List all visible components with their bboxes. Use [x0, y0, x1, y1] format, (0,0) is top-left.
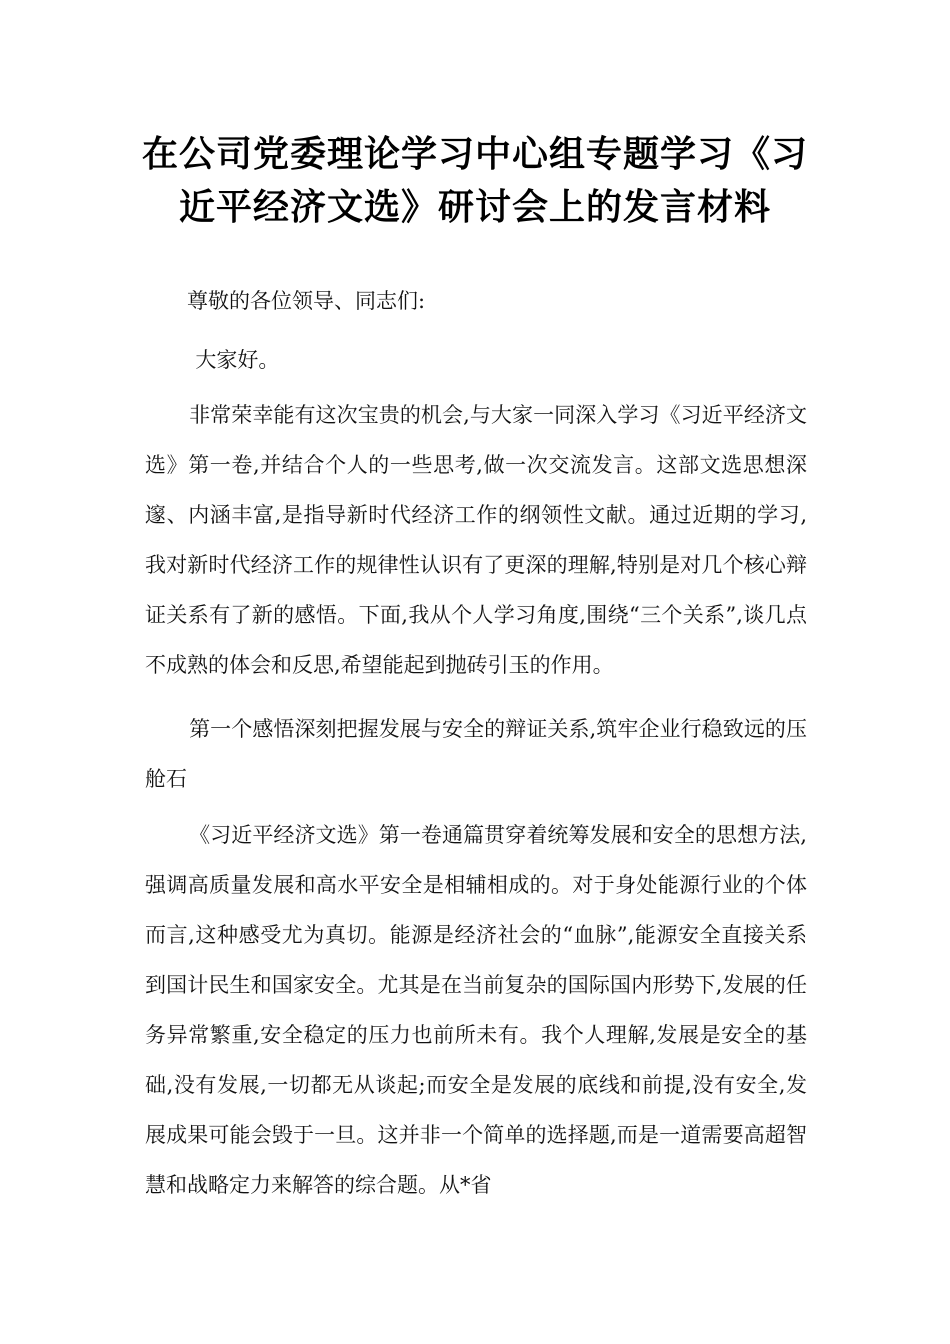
- section-1-paragraph: 《习近平经济文选》第一卷通篇贯穿着统筹发展和安全的思想方法,强调高质量发展和高水平安全是相辅相成的。对于身处能源行业的个体而言,这种感受尤为真切。能源是经济社会的“血脉”,能源安全直接关系到国计民生和国家安全。尤其是在当前复杂的国际国内形势下,发展的任务异常繁重,安全稳定的压力也前所未有。我个人理解,发展是安全的基础,没有发展,一切都无从谈起;而安全是发展的底线和前提,没有安全,发展成果可能会毁于一旦。这并非一个简单的选择题,而是一道需要高超智慧和战略定力来解答的综合题。从*省: [145, 823, 807, 1197]
- document-body: [145, 276, 807, 1210]
- intro-paragraph: 非常荣幸能有这次宝贵的机会,与大家一同深入学习《习近平经济文选》第一卷,并结合个人的一些思考,做一次交流发言。这部文选思想深邃、内涵丰富,是指导新时代经济工作的纲领性文献。通过近期的学习,我对新时代经济工作的规律性认识有了更深的理解,特别是对几个核心辩证关系有了新的感悟。下面,我从个人学习角度,围绕“三个关系”,谈几点不成熟的体会和反思,希望能起到抛砖引玉的作用。: [145, 403, 807, 677]
- greeting: 大家好。: [195, 348, 280, 372]
- section-1-heading: 第一个感悟深刻把握发展与安全的辩证关系,筑牢企业行稳致远的压舱石: [145, 717, 807, 791]
- salutation: 尊敬的各位领导、同志们:: [187, 289, 426, 313]
- title-line-1: 在公司党委理论学习中心组专题学习《习: [141, 134, 808, 175]
- document-title: [140, 128, 810, 234]
- title-line-2: 近平经济文选》研讨会上的发言材料: [178, 187, 771, 228]
